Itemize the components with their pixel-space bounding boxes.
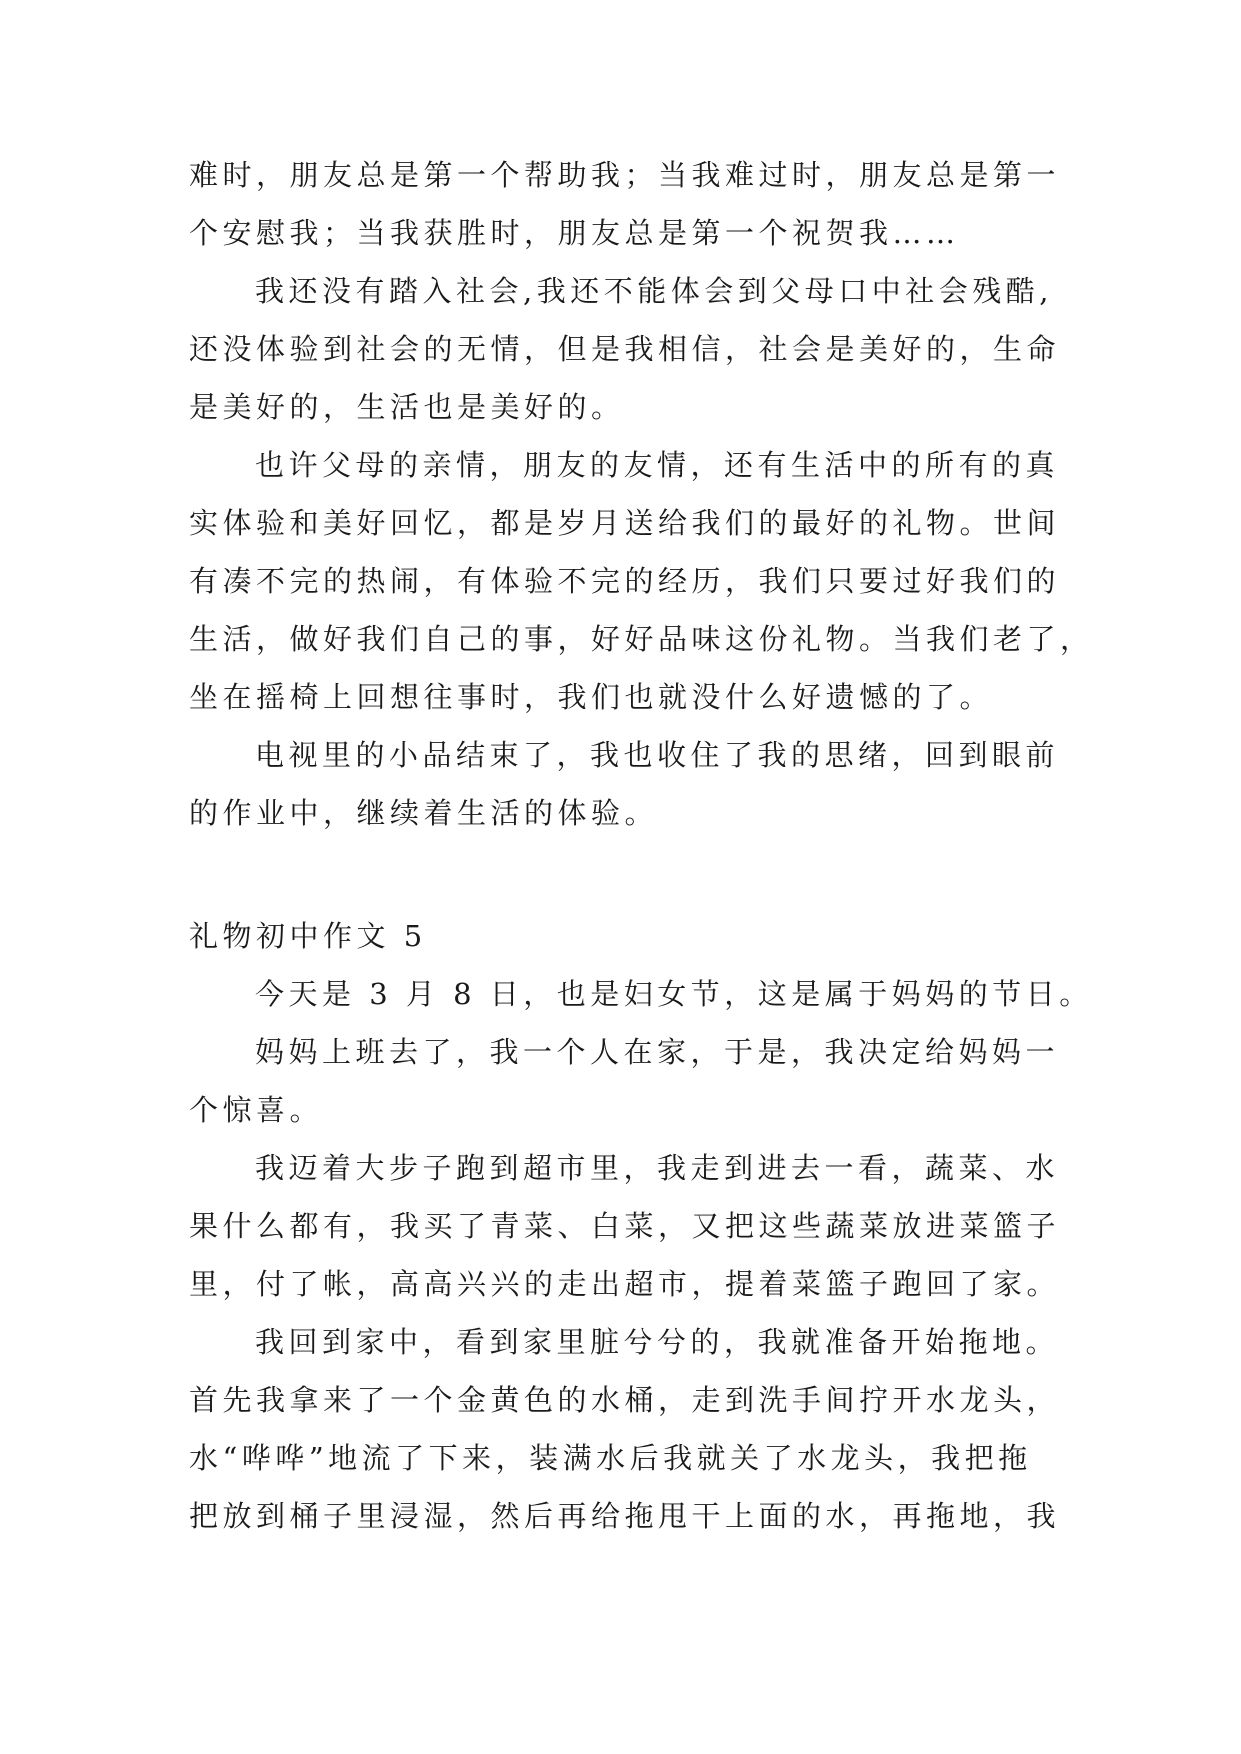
essay-body-part1 (189, 146, 1094, 842)
paragraph-start-line: 我还没有踏入社会,我还不能体会到父母口中社会残酷, (255, 274, 1053, 308)
paragraph-start-line: 也许父母的亲情，朋友的友情，还有生活中的所有的真 (255, 448, 1060, 482)
text-line: 水“哗哗”地流了下来，装满水后我就关了水龙头，我把拖 (189, 1441, 1032, 1475)
paragraph-start-line: 电视里的小品结束了，我也收住了我的思绪，回到眼前 (255, 738, 1060, 772)
paragraph-start-line: 妈妈上班去了，我一个人在家，于是，我决定给妈妈一 (255, 1035, 1060, 1069)
text-line: 里，付了帐，高高兴兴的走出超市，提着菜篮子跑回了家。 (189, 1267, 1061, 1301)
text-line: 实体验和美好回忆，都是岁月送给我们的最好的礼物。世间 (189, 506, 1061, 540)
text-line: 还没体验到社会的无情，但是我相信，社会是美好的，生命 (189, 332, 1061, 366)
text-line: 生活，做好我们自己的事，好好品味这份礼物。当我们老了， (189, 622, 1094, 656)
text-line: 的作业中，继续着生活的体验。 (189, 796, 659, 830)
text-line: 个惊喜。 (189, 1093, 324, 1127)
heading-line: 礼物初中作文 5 (189, 919, 427, 953)
text-line: 果什么都有，我买了青菜、白菜，又把这些蔬菜放进菜篮子 (189, 1209, 1061, 1243)
text-line: 把放到桶子里浸湿，然后再给拖甩干上面的水，再拖地，我 (189, 1499, 1061, 1533)
text-line: 首先我拿来了一个金黄色的水桶，走到洗手间拧开水龙头， (189, 1383, 1061, 1417)
text-line: 个安慰我；当我获胜时，朋友总是第一个祝贺我…… (189, 216, 960, 250)
essay-body-part2 (189, 965, 1093, 1545)
text-line: 坐在摇椅上回想往事时，我们也就没什么好遗憾的了。 (189, 680, 994, 714)
paragraph-start-line: 我回到家中，看到家里脏兮兮的，我就准备开始拖地。 (255, 1325, 1060, 1359)
essay-title (189, 907, 1089, 965)
paragraph-start-line: 今天是 3 月 8 日，也是妇女节，这是属于妈妈的节日。 (255, 977, 1093, 1011)
text-line: 难时，朋友总是第一个帮助我；当我难过时，朋友总是第一 (189, 158, 1061, 192)
paragraph-start-line: 我迈着大步子跑到超市里，我走到进去一看，蔬菜、水 (255, 1151, 1060, 1185)
text-line: 是美好的，生活也是美好的。 (189, 390, 625, 424)
text-line: 有凑不完的热闹，有体验不完的经历，我们只要过好我们的 (189, 564, 1061, 598)
